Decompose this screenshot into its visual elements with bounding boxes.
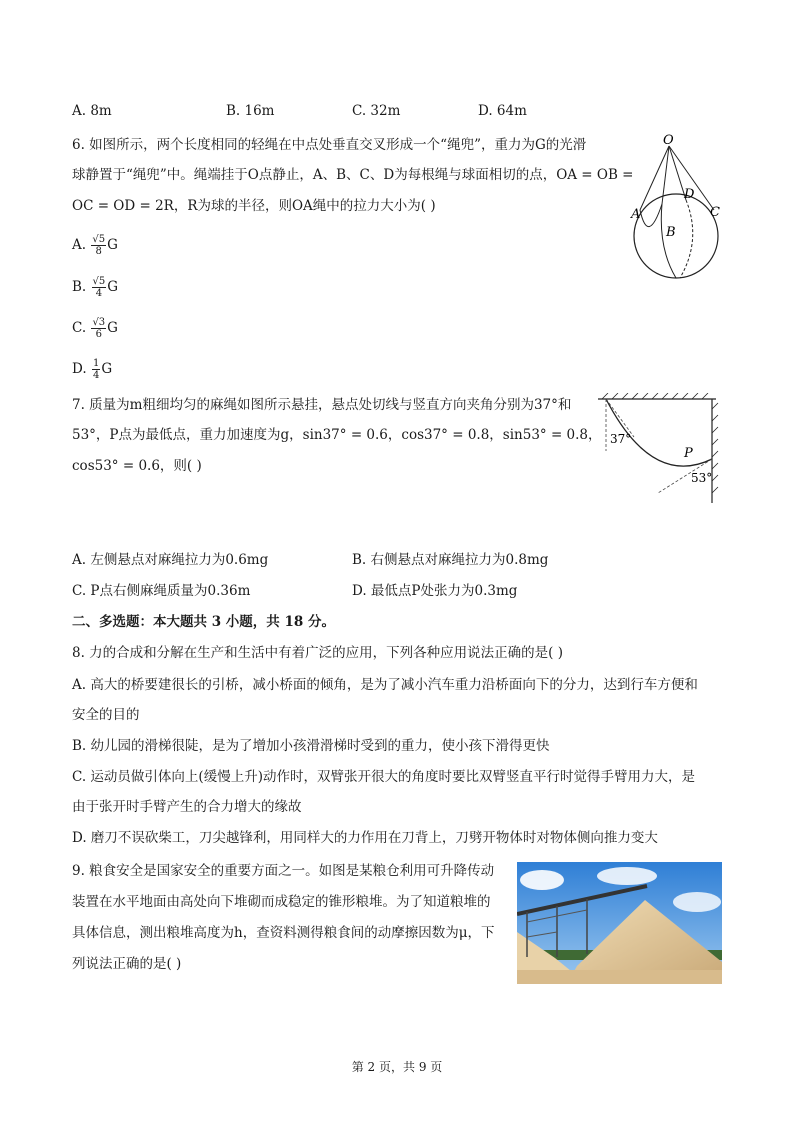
rope-curve-back [680, 200, 693, 278]
q7-option-c: C. P点右侧麻绳质量为0.36m [72, 583, 251, 599]
label-p: P [684, 446, 693, 461]
label-a: A [631, 207, 641, 222]
label-b: B [666, 225, 676, 240]
q6-option-d: D. $\frac{1}{4}$ G [72, 358, 113, 381]
section-heading: 二、多选题：本大题共 3 小题，共 18 分。 [72, 614, 335, 630]
q5-option-a: A. 8m [72, 103, 112, 119]
fraction: $\frac{1}{4}$ [92, 358, 100, 381]
q5-option-d: D. 64m [478, 103, 527, 119]
q6-figure-rope-net [618, 128, 728, 298]
label-d: D [684, 187, 695, 202]
q9-photo-grain-pile [517, 862, 722, 984]
q9-stem-line-2: 装置在水平地面由高处向下堆砌而成稳定的锥形粮堆。为了知道粮堆的 [72, 894, 491, 910]
q9-stem-line-4: 列说法正确的是( ) [72, 956, 182, 972]
fraction: $\frac{√5}{4}$ [92, 276, 106, 299]
q7-option-d: D. 最低点P处张力为0.3mg [352, 583, 518, 599]
sphere [634, 194, 718, 278]
q6-stem-line-1: 6. 如图所示，两个长度相同的轻绳在中点处垂直交叉形成一个“绳兜”，重力为G的光滑 [72, 137, 587, 153]
q8-option-c-line-2: 由于张开时手臂产生的合力增大的缘故 [72, 799, 302, 815]
q9-stem-line-1: 9. 粮食安全是国家安全的重要方面之一。如图是某粮仓利用可升降传动 [72, 863, 495, 879]
q6-stem-line-3: OC = OD = 2R，R为球的半径，则OA绳中的拉力大小为( ) [72, 198, 436, 214]
label-angle-37: 37° [610, 432, 632, 446]
q8-stem: 8. 力的合成和分解在生产和生活中有着广泛的应用，下列各种应用说法正确的是( ) [72, 645, 563, 661]
rope-curve-front [640, 204, 662, 227]
q6-option-c: C. $\frac{√3}{6}$ G [72, 317, 118, 340]
q8-option-c-line-1: C. 运动员做引体向上(缓慢上升)动作时，双臂张开很大的角度时要比双臂竖直平行时觉得手臂用力大，是 [72, 769, 695, 785]
q5-option-b: B. 16m [226, 103, 275, 119]
fraction: $\frac{√5}{8}$ [92, 234, 106, 257]
label-c: C [710, 205, 720, 220]
q8-option-d: D. 磨刀不误砍柴工，刀尖越锋利，用同样大的力作用在刀背上，刀劈开物体时对物体侧向推力变大 [72, 830, 658, 846]
fraction: $\frac{√3}{6}$ [92, 317, 106, 340]
q7-option-a: A. 左侧悬点对麻绳拉力为0.6mg [72, 552, 269, 568]
q8-option-a-line-2: 安全的目的 [72, 707, 140, 723]
q7-option-b: B. 右侧悬点对麻绳拉力为0.8mg [352, 552, 549, 568]
q8-option-a-line-1: A. 高大的桥要建很长的引桥，减小桥面的倾角，是为了减小汽车重力沿桥面向下的分力，达到行车方便和 [72, 677, 698, 693]
q7-stem-line-2: 53°，P点为最低点，重力加速度为g，sin37° = 0.6，cos37° = 0.8，sin53° = 0.8， [72, 427, 602, 443]
q9-stem-line-3: 具体信息，测出粮堆高度为h，查资料测得粮食间的动摩擦因数为μ，下 [72, 925, 495, 941]
page-footer: 第 2 页，共 9 页 [351, 1060, 443, 1074]
q6-stem-line-2: 球静置于“绳兜”中。绳端挂于O点静止，A、B、C、D为每根绳与球面相切的点，OA = OB = [72, 167, 634, 183]
label-angle-53: 53° [691, 471, 713, 485]
label-o: O [663, 133, 674, 148]
q7-figure-hanging-rope [592, 393, 722, 508]
q5-option-c: C. 32m [352, 103, 401, 119]
q7-stem-line-1: 7. 质量为m粗细均匀的麻绳如图所示悬挂，悬点处切线与竖直方向夹角分别为37°和 [72, 397, 572, 413]
q7-stem-line-3: cos53° = 0.6，则( ) [72, 458, 202, 474]
q6-option-a: A. $\frac{√5}{8}$ G [72, 234, 118, 257]
q8-option-b: B. 幼儿园的滑梯很陡，是为了增加小孩滑滑梯时受到的重力，使小孩下滑得更快 [72, 738, 550, 754]
rope-curve-b [661, 204, 676, 278]
q6-option-b: B. $\frac{√5}{4}$ G [72, 276, 119, 299]
